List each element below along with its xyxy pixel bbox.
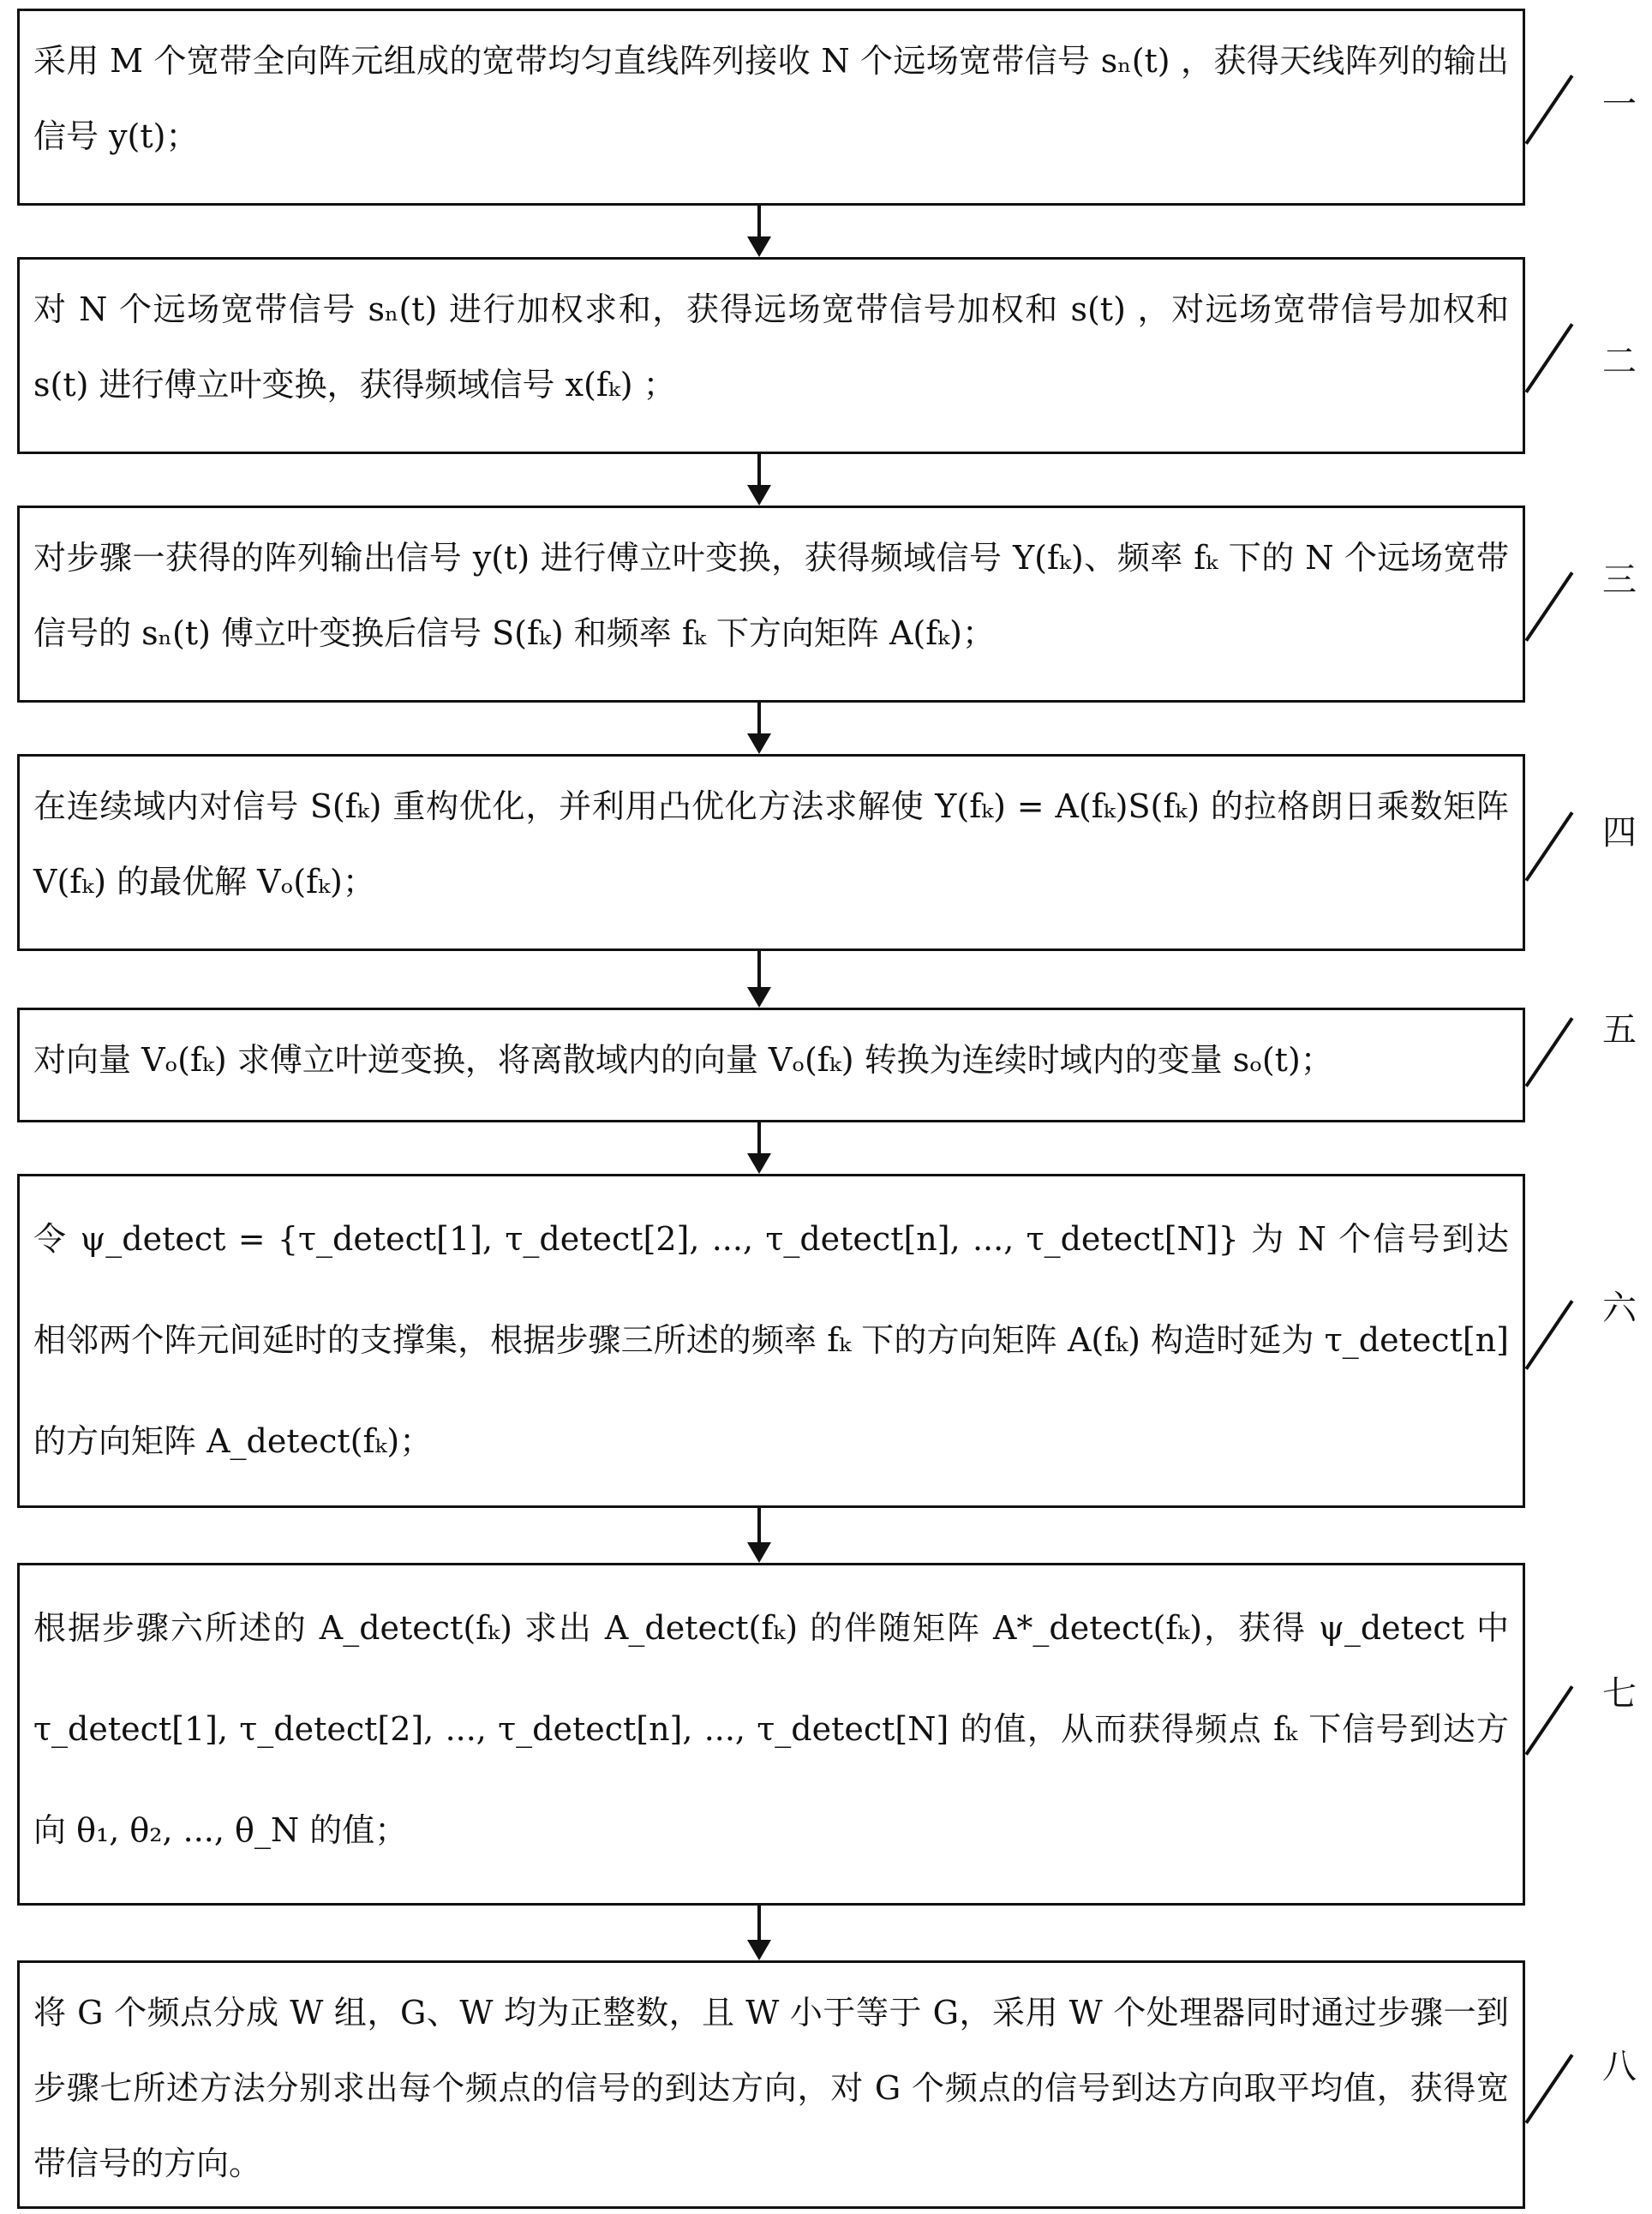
step-label-2: 二 [1602,342,1637,381]
step-box-2 [17,257,1525,454]
leader-tick-2 [1525,323,1574,393]
step-text-3: 对步骤一获得的阵列输出信号 y(t) 进行傅立叶变换，获得频域信号 Y(fₖ)、频率 fₖ 下的 N 个远场宽带信号的 sₙ(t) 傅立叶变换后信号 S(fₖ) 和频率 fₖ 下方向矩阵 A(fₖ)； [33,539,1509,652]
step-label-1: 一 [1602,85,1637,124]
leader-tick-3 [1525,571,1574,642]
step-label-4: 四 [1602,813,1637,853]
step-box-8 [17,1960,1525,2209]
step-text-7: 根据步骤六所述的 A_detect(fₖ) 求出 A_detect(fₖ) 的伴随矩阵 A*_detect(fₖ)，获得 ψ_detect 中 τ_detect[1], τ_detect[2], ..., τ_detect[n], ..., τ_detect[N] 的值，从而获得频点 fₖ 下信号到达方向 θ₁, θ₂, ..., θ_N 的值； [33,1609,1509,1849]
step-text-8: 将 G 个频点分成 W 组，G、W 均为正整数，且 W 小于等于 G，采用 W 个处理器同时通过步骤一到步骤七所述方法分别求出每个频点的信号的到达方向，对 G 个频点的信号到达方向取平均值，获得宽带信号的方向。 [33,1994,1509,2182]
step-text-5: 对向量 Vₒ(fₖ) 求傅立叶逆变换，将离散域内的向量 Vₒ(fₖ) 转换为连续时域内的变量 sₒ(t)； [33,1041,1333,1079]
step-box-1 [17,9,1525,206]
step-box-7 [17,1563,1525,1906]
step-text-2: 对 N 个远场宽带信号 sₙ(t) 进行加权求和，获得远场宽带信号加权和 s(t) ，对远场宽带信号加权和 s(t) 进行傅立叶变换，获得频域信号 x(fₖ) ； [33,290,1509,404]
step-text-1: 采用 M 个宽带全向阵元组成的宽带均匀直线阵列接收 N 个远场宽带信号 sₙ(t) ，获得天线阵列的输出信号 y(t)； [33,42,1509,155]
step-box-3 [17,506,1525,703]
step-label-7: 七 [1602,1674,1637,1714]
step-label-6: 六 [1602,1289,1637,1328]
step-box-4 [17,754,1525,951]
step-label-3: 三 [1602,560,1637,600]
step-box-6 [17,1174,1525,1508]
step-text-4: 在连续域内对信号 S(fₖ) 重构优化，并利用凸优化方法求解使 Y(fₖ) = A(fₖ)S(fₖ) 的拉格朗日乘数矩阵 V(fₖ) 的最优解 Vₒ(fₖ)； [33,787,1509,901]
leader-tick-4 [1525,811,1574,882]
step-label-5: 五 [1602,1010,1637,1050]
leader-tick-1 [1525,75,1574,145]
step-box-5 [17,1008,1525,1122]
step-label-8: 八 [1602,2047,1637,2086]
leader-tick-7 [1525,1685,1574,1756]
leader-tick-6 [1525,1300,1574,1370]
step-text-6: 令 ψ_detect = {τ_detect[1], τ_detect[2], ..., τ_detect[n], ..., τ_detect[N]} 为 N 个信号到达相邻两个阵元间延时的支撑集，根据步骤三所述的频率 fₖ 下的方向矩阵 A(fₖ) 构造时延为 τ_detect[n] 的方向矩阵 A_detect(fₖ)； [33,1220,1509,1460]
leader-tick-8 [1525,2054,1574,2124]
leader-tick-5 [1525,1017,1574,1087]
